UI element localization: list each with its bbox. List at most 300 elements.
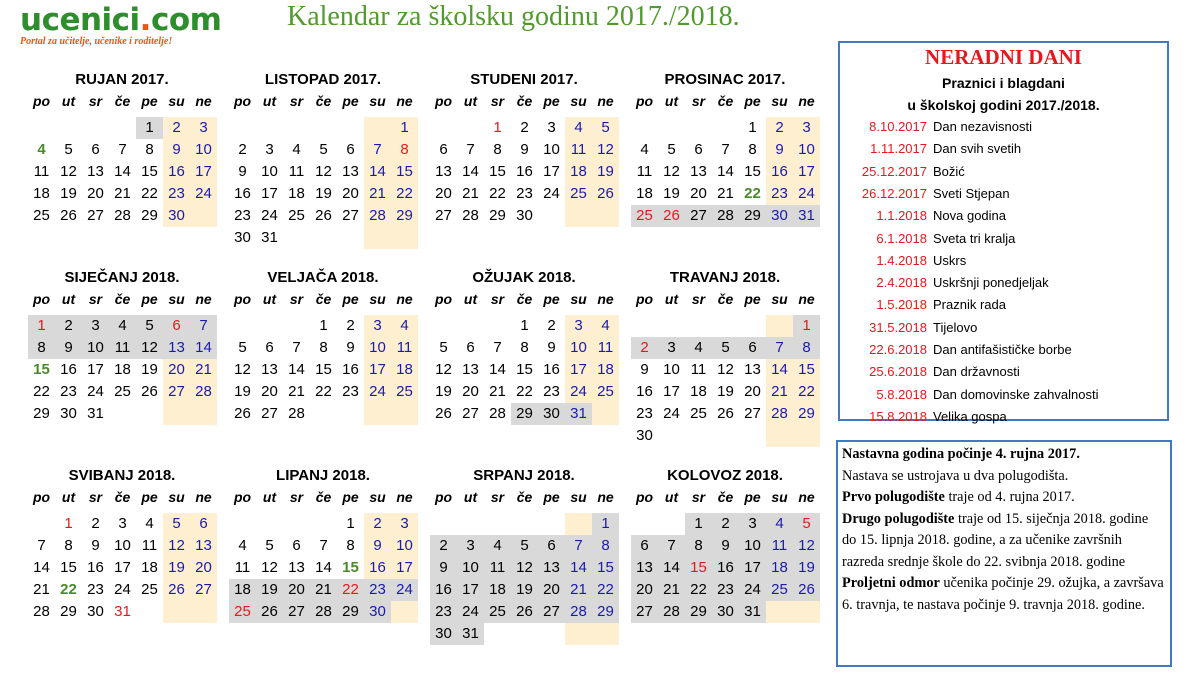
- day-cell: 18: [771, 559, 788, 576]
- day-cell: 7: [466, 141, 475, 158]
- weekday-label: pe: [342, 291, 359, 307]
- day-cell: 29: [342, 603, 359, 620]
- holiday-row: [840, 161, 1167, 183]
- holiday-date: 1.5.2018: [876, 297, 927, 313]
- day-cell: 12: [315, 163, 332, 180]
- weekday-label: sr: [490, 291, 505, 307]
- day-cell: 28: [570, 603, 587, 620]
- weekday-label: ut: [463, 291, 478, 307]
- day-cell: 22: [798, 383, 815, 400]
- day-cell: 25: [234, 603, 251, 620]
- holiday-row: [840, 339, 1167, 361]
- day-cell: 16: [168, 163, 185, 180]
- day-cell: 6: [292, 537, 301, 554]
- day-cell: 2: [547, 317, 556, 334]
- weekday-label: po: [32, 291, 51, 307]
- weekday-label: pe: [543, 489, 560, 505]
- day-cell: 15: [60, 559, 77, 576]
- day-cell: 27: [462, 405, 479, 422]
- day-cell: 24: [462, 603, 479, 620]
- day-cell: 23: [636, 405, 653, 422]
- day-cell: 25: [396, 383, 413, 400]
- logo-tld: com: [150, 2, 222, 38]
- day-cell: 16: [342, 361, 359, 378]
- day-cell: 24: [798, 185, 815, 202]
- day-cell: 3: [118, 515, 127, 532]
- day-cell: 6: [694, 141, 703, 158]
- holiday-date: 31.5.2018: [869, 319, 927, 335]
- day-cell: 9: [520, 141, 529, 158]
- day-cell: 19: [435, 383, 452, 400]
- day-cell: 8: [400, 141, 409, 158]
- holiday-date: 15.8.2018: [869, 408, 927, 424]
- holiday-name: Uskrs: [933, 252, 967, 268]
- day-cell: 27: [690, 207, 707, 224]
- day-cell: 6: [346, 141, 355, 158]
- holiday-row: [840, 250, 1167, 272]
- day-cell: 24: [195, 185, 212, 202]
- day-cell: 5: [721, 339, 730, 356]
- day-cell: 12: [597, 141, 614, 158]
- day-cell: 30: [435, 625, 452, 642]
- day-cell: 19: [516, 581, 533, 598]
- day-cell: 20: [168, 361, 185, 378]
- day-cell: 30: [60, 405, 77, 422]
- day-cell: 22: [516, 383, 533, 400]
- weekday-label: ut: [664, 489, 679, 505]
- holiday-row: [840, 116, 1167, 138]
- day-cell: 12: [717, 361, 734, 378]
- day-cell: 11: [33, 163, 50, 180]
- weekday-label: če: [516, 93, 533, 109]
- day-cell: 15: [315, 361, 332, 378]
- weekday-label: ut: [262, 93, 277, 109]
- day-cell: 9: [238, 163, 247, 180]
- day-cell: 26: [168, 581, 185, 598]
- day-cell: 21: [195, 361, 212, 378]
- weekday-label: po: [635, 291, 654, 307]
- day-cell: 6: [172, 317, 181, 334]
- day-cell: 2: [238, 141, 247, 158]
- day-cell: 4: [640, 141, 649, 158]
- day-cell: 10: [87, 339, 104, 356]
- holiday-row: [840, 384, 1167, 406]
- holiday-date: 1.11.2017: [870, 141, 927, 157]
- weekday-label: ut: [463, 93, 478, 109]
- day-cell: 21: [570, 581, 587, 598]
- day-cell: 29: [516, 405, 533, 422]
- weekday-label: ut: [664, 291, 679, 307]
- day-cell: 10: [369, 339, 386, 356]
- holiday-name: Dan antifašističke borbe: [933, 342, 1072, 357]
- weekday-label: sr: [289, 93, 304, 109]
- day-cell: 20: [261, 383, 278, 400]
- day-cell: 11: [141, 537, 158, 554]
- weekday-label: su: [369, 291, 386, 307]
- day-cell: 22: [396, 185, 413, 202]
- day-cell: 31: [462, 625, 479, 642]
- day-cell: 14: [771, 361, 788, 378]
- day-cell: 28: [315, 603, 332, 620]
- day-cell: 21: [369, 185, 386, 202]
- day-cell: 7: [493, 339, 502, 356]
- day-cell: 24: [369, 383, 386, 400]
- weekday-label: če: [114, 291, 131, 307]
- day-cell: 19: [798, 559, 815, 576]
- day-cell: 15: [342, 559, 359, 576]
- day-cell: 9: [91, 537, 100, 554]
- day-cell: 25: [570, 185, 587, 202]
- day-cell: 16: [771, 163, 788, 180]
- holiday-date: 26.12.2017: [861, 185, 927, 201]
- day-cell: 23: [234, 207, 251, 224]
- day-cell: 6: [640, 537, 649, 554]
- day-cell: 24: [114, 581, 131, 598]
- holiday-name: Sveta tri kralja: [933, 230, 1016, 246]
- day-cell: 23: [717, 581, 734, 598]
- day-cell: 11: [771, 537, 788, 554]
- day-cell: 3: [265, 141, 274, 158]
- info-first-semester: Prvo polugodište traje od 4. rujna 2017.: [842, 489, 1075, 505]
- day-cell: 9: [721, 537, 730, 554]
- day-cell: 19: [141, 361, 158, 378]
- day-cell: 1: [319, 317, 328, 334]
- day-cell: 17: [195, 163, 212, 180]
- day-cell: 3: [667, 339, 676, 356]
- weekday-label: sr: [289, 291, 304, 307]
- day-cell: 18: [288, 185, 305, 202]
- day-cell: 13: [636, 559, 653, 576]
- day-cell: 17: [114, 559, 131, 576]
- holiday-row: [840, 183, 1167, 205]
- weekday-label: sr: [691, 291, 706, 307]
- holiday-row: [840, 361, 1167, 383]
- weekday-label: po: [233, 291, 252, 307]
- day-cell: 17: [798, 163, 815, 180]
- day-cell: 3: [373, 317, 382, 334]
- day-cell: 18: [636, 185, 653, 202]
- day-cell: 9: [346, 339, 355, 356]
- day-cell: 23: [342, 383, 359, 400]
- day-cell: 18: [690, 383, 707, 400]
- day-cell: 4: [574, 119, 583, 136]
- day-cell: 9: [172, 141, 181, 158]
- month-name: TRAVANJ 2018.: [669, 269, 781, 286]
- day-cell: 12: [60, 163, 77, 180]
- day-cell: 15: [798, 361, 815, 378]
- weekday-label: pe: [543, 93, 560, 109]
- day-cell: 15: [33, 361, 50, 378]
- day-cell: 21: [489, 383, 506, 400]
- logo-wordmark: [20, 2, 221, 38]
- day-cell: 12: [261, 559, 278, 576]
- day-cell: 22: [141, 185, 158, 202]
- day-cell: 17: [744, 559, 761, 576]
- day-cell: 20: [690, 185, 707, 202]
- day-cell: 9: [64, 339, 73, 356]
- logo-tagline: Portal za učitelje, učenike i roditelje!: [20, 36, 173, 47]
- weekday-label: su: [570, 291, 587, 307]
- month-name: VELJAČA 2018.: [267, 269, 379, 286]
- month-name: SVIBANJ 2018.: [68, 467, 176, 484]
- day-cell: 14: [288, 361, 305, 378]
- day-cell: 25: [33, 207, 50, 224]
- day-cell: 2: [373, 515, 382, 532]
- holiday-date: 5.8.2018: [876, 386, 927, 402]
- day-cell: 13: [288, 559, 305, 576]
- holidays-subtitle-year: u školskoj godini 2017./2018.: [907, 97, 1100, 113]
- day-cell: 22: [60, 581, 77, 598]
- day-cell: 10: [744, 537, 761, 554]
- day-cell: 29: [141, 207, 158, 224]
- day-cell: 28: [114, 207, 131, 224]
- weekday-label: po: [635, 93, 654, 109]
- weekday-label: su: [771, 489, 788, 505]
- day-cell: 8: [319, 339, 328, 356]
- day-cell: 6: [547, 537, 556, 554]
- day-cell: 7: [292, 339, 301, 356]
- day-cell: 17: [261, 185, 278, 202]
- day-cell: 18: [396, 361, 413, 378]
- day-cell: 12: [141, 339, 158, 356]
- holiday-name: Dan svih svetih: [933, 141, 1022, 157]
- day-cell: 6: [91, 141, 100, 158]
- day-cell: 8: [694, 537, 703, 554]
- weekday-label: su: [570, 489, 587, 505]
- day-cell: 27: [288, 603, 305, 620]
- day-cell: 8: [748, 141, 757, 158]
- day-cell: 9: [373, 537, 382, 554]
- day-cell: 18: [141, 559, 158, 576]
- weekday-label: ne: [597, 93, 614, 109]
- weekday-label: če: [315, 489, 332, 505]
- weekday-label: pe: [141, 489, 158, 505]
- day-cell: 14: [195, 339, 212, 356]
- day-cell: 30: [516, 207, 533, 224]
- day-cell: 6: [466, 339, 475, 356]
- logo[interactable]: [20, 2, 265, 47]
- weekday-label: ne: [798, 291, 815, 307]
- weekday-label: su: [168, 489, 185, 505]
- weekday-label: pe: [342, 489, 359, 505]
- day-cell: 24: [87, 383, 104, 400]
- day-cell: 31: [114, 603, 131, 620]
- day-cell: 29: [597, 603, 614, 620]
- day-cell: 15: [396, 163, 413, 180]
- day-cell: 28: [717, 207, 734, 224]
- day-cell: 31: [570, 405, 587, 422]
- day-cell: 4: [400, 317, 409, 334]
- day-cell: 27: [168, 383, 185, 400]
- day-cell: 21: [717, 185, 734, 202]
- day-cell: 22: [33, 383, 50, 400]
- weekday-label: če: [717, 291, 734, 307]
- day-cell: 30: [234, 229, 251, 246]
- day-cell: 18: [33, 185, 50, 202]
- day-cell: 13: [87, 163, 104, 180]
- holiday-date: 22.6.2018: [869, 342, 927, 357]
- day-cell: 31: [744, 603, 761, 620]
- day-cell: 15: [744, 163, 761, 180]
- holiday-name: Dan nezavisnosti: [933, 119, 1032, 134]
- day-cell: 11: [690, 361, 707, 378]
- weekday-label: če: [315, 93, 332, 109]
- holiday-name: Velika gospa: [933, 408, 1007, 424]
- day-cell: 4: [37, 141, 46, 158]
- day-cell: 4: [292, 141, 301, 158]
- weekday-label: če: [315, 291, 332, 307]
- day-cell: 18: [597, 361, 614, 378]
- day-cell: 8: [64, 537, 73, 554]
- day-cell: 26: [663, 207, 680, 224]
- weekday-label: ne: [396, 291, 413, 307]
- day-cell: 23: [87, 581, 104, 598]
- day-cell: 14: [369, 163, 386, 180]
- day-cell: 16: [60, 361, 77, 378]
- day-cell: 1: [802, 317, 811, 334]
- info-start: Nastavna godina počinje 4. rujna 2017.: [842, 446, 1080, 462]
- day-cell: 25: [489, 603, 506, 620]
- day-cell: 10: [195, 141, 212, 158]
- day-cell: 7: [721, 141, 730, 158]
- day-cell: 19: [60, 185, 77, 202]
- day-cell: 8: [346, 537, 355, 554]
- day-cell: 16: [516, 163, 533, 180]
- weekday-label: sr: [691, 93, 706, 109]
- day-cell: 24: [261, 207, 278, 224]
- day-cell: 24: [543, 185, 560, 202]
- weekday-label: su: [369, 489, 386, 505]
- day-cell: 22: [342, 581, 359, 598]
- day-cell: 7: [373, 141, 382, 158]
- day-cell: 10: [663, 361, 680, 378]
- day-cell: 21: [771, 383, 788, 400]
- weekday-label: ut: [61, 93, 76, 109]
- day-cell: 6: [439, 141, 448, 158]
- day-cell: 19: [663, 185, 680, 202]
- day-cell: 5: [439, 339, 448, 356]
- holiday-date: 1.1.2018: [876, 208, 927, 224]
- day-cell: 22: [744, 185, 761, 202]
- day-cell: 9: [439, 559, 448, 576]
- weekday-label: če: [717, 489, 734, 505]
- day-cell: 19: [261, 581, 278, 598]
- weekday-label: ne: [597, 489, 614, 505]
- weekday-label: ne: [195, 291, 212, 307]
- day-cell: 22: [690, 581, 707, 598]
- day-cell: 11: [597, 339, 614, 356]
- weekday-label: ne: [396, 489, 413, 505]
- day-cell: 29: [33, 405, 50, 422]
- day-cell: 16: [369, 559, 386, 576]
- day-cell: 10: [462, 559, 479, 576]
- weekday-label: ne: [798, 489, 815, 505]
- day-cell: 5: [265, 537, 274, 554]
- month-name: RUJAN 2017.: [75, 71, 169, 88]
- weekday-label: pe: [141, 93, 158, 109]
- holiday-name: Dan domovinske zahvalnosti: [933, 386, 1099, 402]
- month-name: PROSINAC 2017.: [664, 71, 786, 88]
- weekday-label: sr: [691, 489, 706, 505]
- day-cell: 20: [543, 581, 560, 598]
- info-semesters: Nastava se ustrojava u dva polugodišta.: [842, 467, 1069, 484]
- day-cell: 23: [543, 383, 560, 400]
- day-cell: 13: [261, 361, 278, 378]
- day-cell: 17: [570, 361, 587, 378]
- weekday-label: pe: [744, 291, 761, 307]
- day-cell: 4: [694, 339, 703, 356]
- day-cell: 29: [60, 603, 77, 620]
- day-cell: 27: [744, 405, 761, 422]
- weekday-label: po: [434, 291, 453, 307]
- day-cell: 2: [640, 339, 649, 356]
- day-cell: 1: [493, 119, 502, 136]
- day-cell: 19: [717, 383, 734, 400]
- weekday-label: pe: [141, 291, 158, 307]
- holiday-name: Nova godina: [933, 208, 1006, 224]
- weekday-label: če: [717, 93, 734, 109]
- day-cell: 5: [64, 141, 73, 158]
- day-cell: 10: [261, 163, 278, 180]
- day-cell: 26: [717, 405, 734, 422]
- day-cell: 26: [597, 185, 614, 202]
- day-cell: 2: [775, 119, 784, 136]
- day-cell: 14: [462, 163, 479, 180]
- day-cell: 5: [145, 317, 154, 334]
- day-cell: 17: [369, 361, 386, 378]
- day-cell: 21: [114, 185, 131, 202]
- day-cell: 30: [771, 207, 788, 224]
- day-cell: 13: [168, 339, 185, 356]
- weekday-label: sr: [289, 489, 304, 505]
- day-cell: 1: [520, 317, 529, 334]
- day-cell: 2: [520, 119, 529, 136]
- day-cell: 21: [462, 185, 479, 202]
- day-cell: 26: [261, 603, 278, 620]
- day-cell: 11: [489, 559, 506, 576]
- day-cell: 1: [400, 119, 409, 136]
- holidays-panel: [838, 41, 1169, 424]
- day-cell: 4: [238, 537, 247, 554]
- day-cell: 30: [636, 427, 653, 444]
- day-cell: 25: [636, 207, 653, 224]
- day-cell: 4: [118, 317, 127, 334]
- info-spring-break: Proljetni odmor učenika počinje 29. ožujka, a završava 6. travnja, te nastava počinje 9. travnja 2018. godine.: [842, 575, 1164, 613]
- day-cell: 24: [663, 405, 680, 422]
- holiday-row: [840, 205, 1167, 227]
- holiday-date: 6.1.2018: [876, 230, 927, 246]
- day-cell: 9: [547, 339, 556, 356]
- day-cell: 21: [663, 581, 680, 598]
- day-cell: 29: [489, 207, 506, 224]
- day-cell: 14: [33, 559, 50, 576]
- day-cell: 20: [636, 581, 653, 598]
- weekday-label: sr: [88, 93, 103, 109]
- day-cell: 11: [396, 339, 413, 356]
- day-cell: 28: [195, 383, 212, 400]
- day-cell: 19: [168, 559, 185, 576]
- day-cell: 6: [199, 515, 208, 532]
- day-cell: 23: [369, 581, 386, 598]
- weekday-label: ne: [195, 93, 212, 109]
- weekday-label: po: [233, 489, 252, 505]
- page-title: Kalendar za školsku godinu 2017./2018.: [287, 1, 740, 32]
- weekday-label: če: [114, 489, 131, 505]
- info-second-semester: Drugo polugodište traje od 15. siječnja 2018. godine do 15. lipnja 2018. godine, a za učenike završnih razreda srednje škole do 22. svibnja 2018. godine: [842, 510, 1149, 570]
- day-cell: 30: [87, 603, 104, 620]
- day-cell: 3: [91, 317, 100, 334]
- day-cell: 12: [516, 559, 533, 576]
